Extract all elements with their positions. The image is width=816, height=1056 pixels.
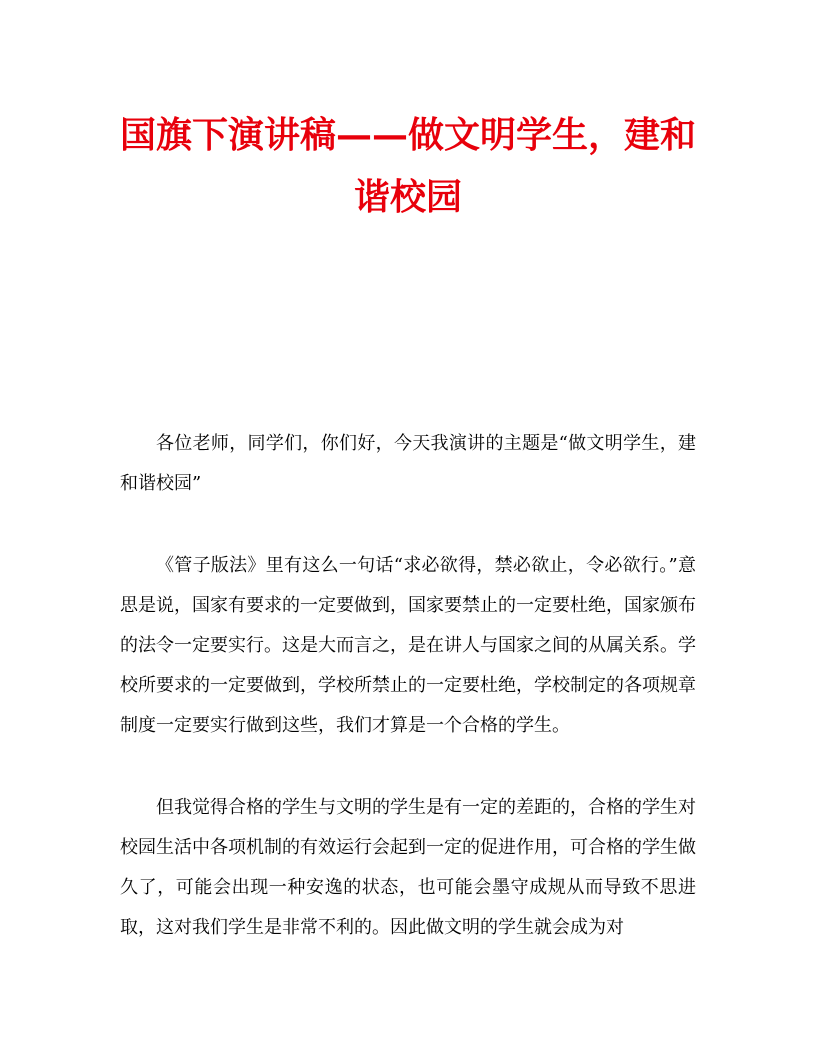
document-body — [120, 424, 696, 990]
paragraph-civilized-student: 但我觉得合格的学生与文明的学生是有一定的差距的，合格的学生对校园生活中各项机制的有效运行会起到一定的促进作用，可合格的学生做久了，可能会出现一种安逸的状态，也可能会墨守成规从而导致不思进取，这对我们学生是非常不利的。因此做文明的学生就会成为对 — [120, 797, 696, 938]
paragraph-greeting: 各位老师，同学们，你们好，今天我演讲的主题是“做文明学生，建和谐校园” — [120, 433, 696, 494]
document-title: 国旗下演讲稿——做文明学生，建和谐校园 — [119, 114, 696, 218]
paragraph-guanzi-quote: 《管子版法》里有这么一句话“求必欲得，禁必欲止，令必欲行。”意思是说，国家有要求的一定要做到，国家要禁止的一定要杜绝，国家颁布的法令一定要实行。这是大而言之，是在讲人与国家之间的从属关系。学校所要求的一定要做到，学校所禁止的一定要杜绝，学校制定的各项规章制度一定要实行做到这些，我们才算是一个合格的学生。 — [120, 555, 696, 736]
